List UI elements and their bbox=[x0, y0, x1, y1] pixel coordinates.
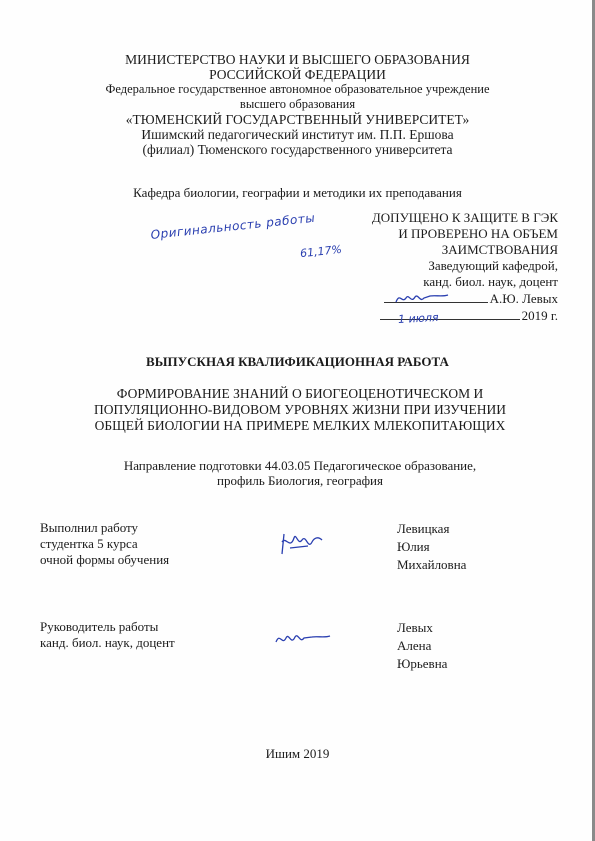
author-first-name: Юлия bbox=[397, 539, 430, 554]
approval-line-5: канд. биол. наук, доцент bbox=[423, 274, 558, 289]
author-role-line-2: студентка 5 курса bbox=[40, 536, 138, 551]
approval-line-4: Заведующий кафедрой, bbox=[428, 258, 558, 273]
head-signer-name: А.Ю. Левых bbox=[489, 291, 558, 306]
work-topic bbox=[80, 386, 520, 434]
author-surname: Левицкая bbox=[397, 521, 450, 536]
author-patronymic: Михайловна bbox=[397, 557, 467, 572]
supervisor-role bbox=[40, 619, 175, 651]
institution-line-1: Федеральное государственное автономное образовательное учреждение bbox=[105, 82, 490, 96]
work-topic-line-2: ПОПУЛЯЦИОННО-ВИДОВОМ УРОВНЯХ ЖИЗНИ ПРИ ИЗУЧЕНИИ bbox=[93, 402, 506, 417]
document-header bbox=[0, 52, 595, 157]
supervisor-signature-scribble bbox=[272, 628, 332, 650]
study-direction bbox=[60, 458, 540, 488]
supervisor-patronymic: Юрьевна bbox=[397, 656, 448, 671]
branch-line-1: Ишимский педагогический институт им. П.П. Ершова bbox=[141, 127, 454, 142]
approval-date-line bbox=[330, 307, 558, 327]
head-signature-scribble bbox=[392, 290, 452, 308]
handwritten-originality-note: Оригинальность работы bbox=[150, 210, 316, 242]
approval-line-2: И ПРОВЕРЕНО НА ОБЪЕМ bbox=[398, 226, 558, 241]
approval-date-year: 2019 г. bbox=[521, 308, 558, 323]
approval-line-1: ДОПУЩЕНО К ЗАЩИТЕ В ГЭК bbox=[371, 210, 558, 225]
institution-line-2: высшего образования bbox=[239, 97, 356, 111]
work-topic-line-1: ФОРМИРОВАНИЕ ЗНАНИЙ О БИОГЕОЦЕНОТИЧЕСКОМ И bbox=[116, 386, 484, 401]
author-name bbox=[397, 520, 466, 574]
branch-line-2: (филиал) Тюменского государственного университета bbox=[142, 142, 453, 157]
ministry-line-2: РОССИЙСКОЙ ФЕДЕРАЦИИ bbox=[209, 67, 386, 82]
work-type-title: ВЫПУСКНАЯ КВАЛИФИКАЦИОННАЯ РАБОТА bbox=[146, 354, 449, 369]
place-and-year: Ишим 2019 bbox=[265, 746, 330, 761]
university-name: «ТЮМЕНСКИЙ ГОСУДАРСТВЕННЫЙ УНИВЕРСИТЕТ» bbox=[125, 112, 470, 127]
study-direction-line-2: профиль Биология, география bbox=[217, 473, 383, 488]
author-role bbox=[40, 520, 169, 568]
supervisor-role-line-2: канд. биол. наук, доцент bbox=[40, 635, 175, 650]
handwritten-approval-date: 1 июля bbox=[397, 310, 439, 327]
supervisor-first-name: Алена bbox=[397, 638, 432, 653]
study-direction-line-1: Направление подготовки 44.03.05 Педагогическое образование, bbox=[123, 458, 477, 473]
ministry-line-1: МИНИСТЕРСТВО НАУКИ И ВЫСШЕГО ОБРАЗОВАНИЯ bbox=[125, 52, 470, 67]
work-topic-line-3: ОБЩЕЙ БИОЛОГИИ НА ПРИМЕРЕ МЕЛКИХ МЛЕКОПИТАЮЩИХ bbox=[94, 418, 506, 433]
supervisor-surname: Левых bbox=[397, 620, 433, 635]
approval-line-3: ЗАИМСТВОВАНИЯ bbox=[441, 242, 558, 257]
author-role-line-1: Выполнил работу bbox=[40, 520, 139, 535]
supervisor-role-line-1: Руководитель работы bbox=[40, 619, 159, 634]
handwritten-originality-percent: 61,17% bbox=[299, 242, 343, 261]
author-role-line-3: очной формы обучения bbox=[40, 552, 170, 567]
author-signature-scribble bbox=[278, 526, 326, 560]
supervisor-name bbox=[397, 619, 447, 673]
department-name: Кафедра биологии, географии и методики их преподавания bbox=[133, 185, 462, 200]
